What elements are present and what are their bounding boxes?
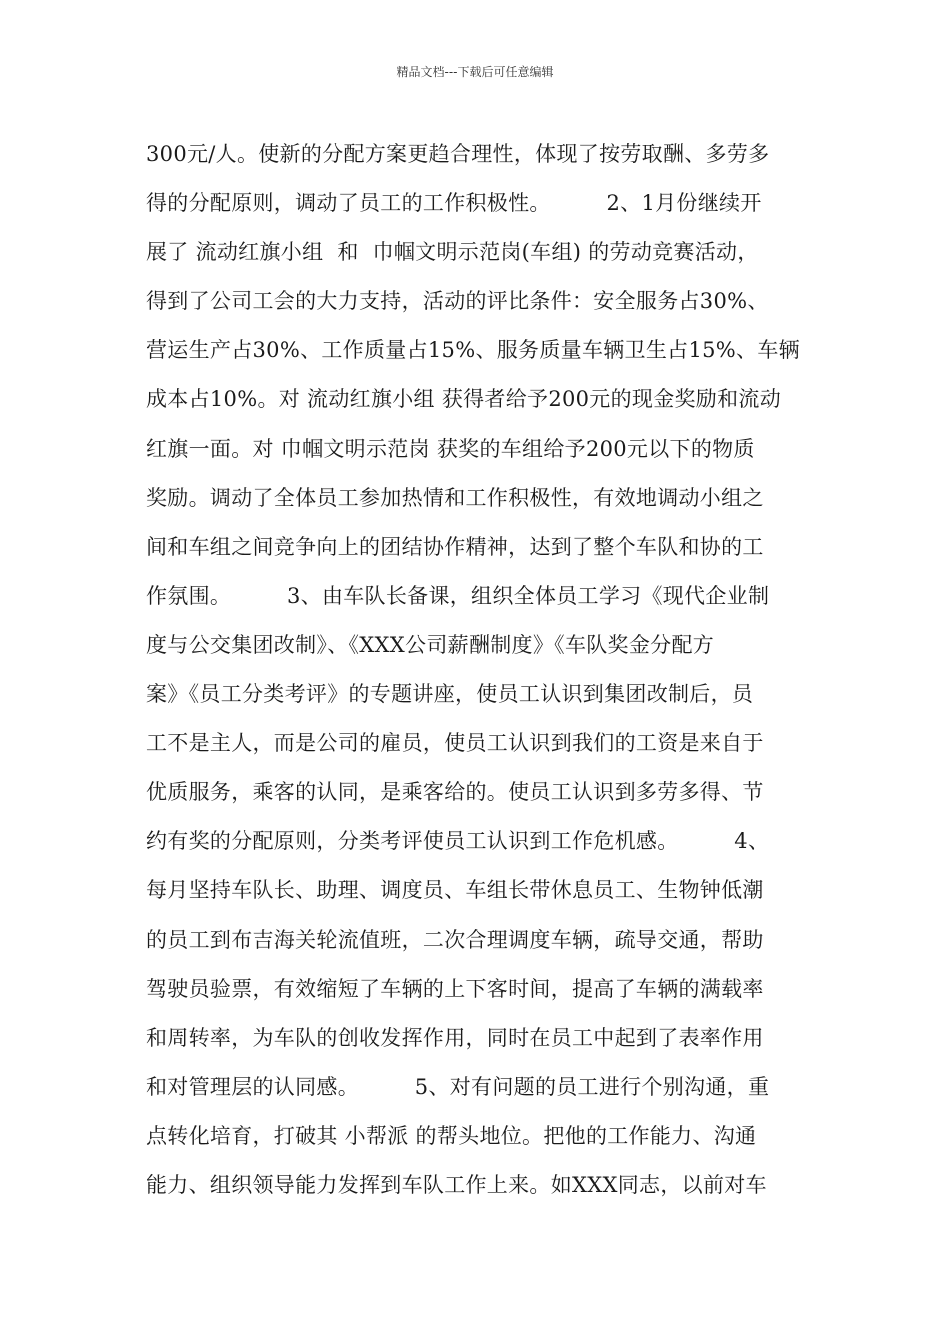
text-line: 300元/人。使新的分配方案更趋合理性，体现了按劳取酬、多劳多 — [146, 142, 770, 166]
text-line: 优质服务，乘客的认同，是乘客给的。使员工认识到多劳多得、节 — [146, 780, 764, 805]
text-line: 约有奖的分配原则，分类考评使员工认识到工作危机感。 4、 — [146, 829, 770, 854]
text-line: 工不是主人，而是公司的雇员，使员工认识到我们的工资是来自于 — [146, 731, 764, 756]
text-line: 案》《员工分类考评》的专题讲座，使员工认识到集团改制后，员 — [146, 682, 754, 707]
text-line: 成本占10%。对 流动红旗小组 获得者给予200元的现金奖励和流动 — [146, 387, 782, 412]
body-text — [146, 130, 816, 1210]
text-line: 间和车组之间竞争向上的团结协作精神，达到了整个车队和协的工 — [146, 534, 764, 559]
text-line: 度与公交集团改制》、《XXX公司薪酬制度》《车队奖金分配方 — [146, 632, 715, 657]
text-line: 得的分配原则，调动了员工的工作积极性。 2、1月份继续开 — [146, 191, 762, 216]
text-line: 展了 流动红旗小组 和 巾帼文明示范岗(车组) 的劳动竞赛活动， — [146, 240, 759, 265]
text-line: 的员工到布吉海关轮流值班，二次合理调度车辆，疏导交通，帮助 — [146, 927, 764, 952]
page-header: 精品文档---下载后可任意编辑 — [396, 65, 554, 79]
text-line: 能力、组织领导能力发挥到车队工作上来。如XXX同志，以前对车 — [146, 1172, 767, 1197]
text-line: 红旗一面。对 巾帼文明示范岗 获奖的车组给予200元以下的物质 — [146, 436, 755, 461]
text-line: 和周转率，为车队的创收发挥作用，同时在员工中起到了表率作用 — [146, 1025, 764, 1050]
text-line: 每月坚持车队长、助理、调度员、车组长带休息员工、生物钟低潮 — [146, 878, 764, 903]
text-line: 作氛围。 3、由车队长备课，组织全体员工学习《现代企业制 — [146, 583, 770, 608]
text-line: 驾驶员验票，有效缩短了车辆的上下客时间，提高了车辆的满载率 — [146, 976, 764, 1001]
text-line: 奖励。调动了全体员工参加热情和工作积极性，有效地调动小组之 — [146, 485, 764, 510]
text-line: 营运生产占30%、工作质量占15%、服务质量车辆卫生占15%、车辆 — [146, 338, 800, 363]
text-line: 点转化培育，打破其 小帮派 的帮头地位。把他的工作能力、沟通 — [146, 1123, 757, 1148]
text-line: 和对管理层的认同感。 5、对有问题的员工进行个别沟通，重 — [146, 1074, 770, 1099]
text-line: 得到了公司工会的大力支持，活动的评比条件：安全服务占30%、 — [146, 289, 769, 314]
